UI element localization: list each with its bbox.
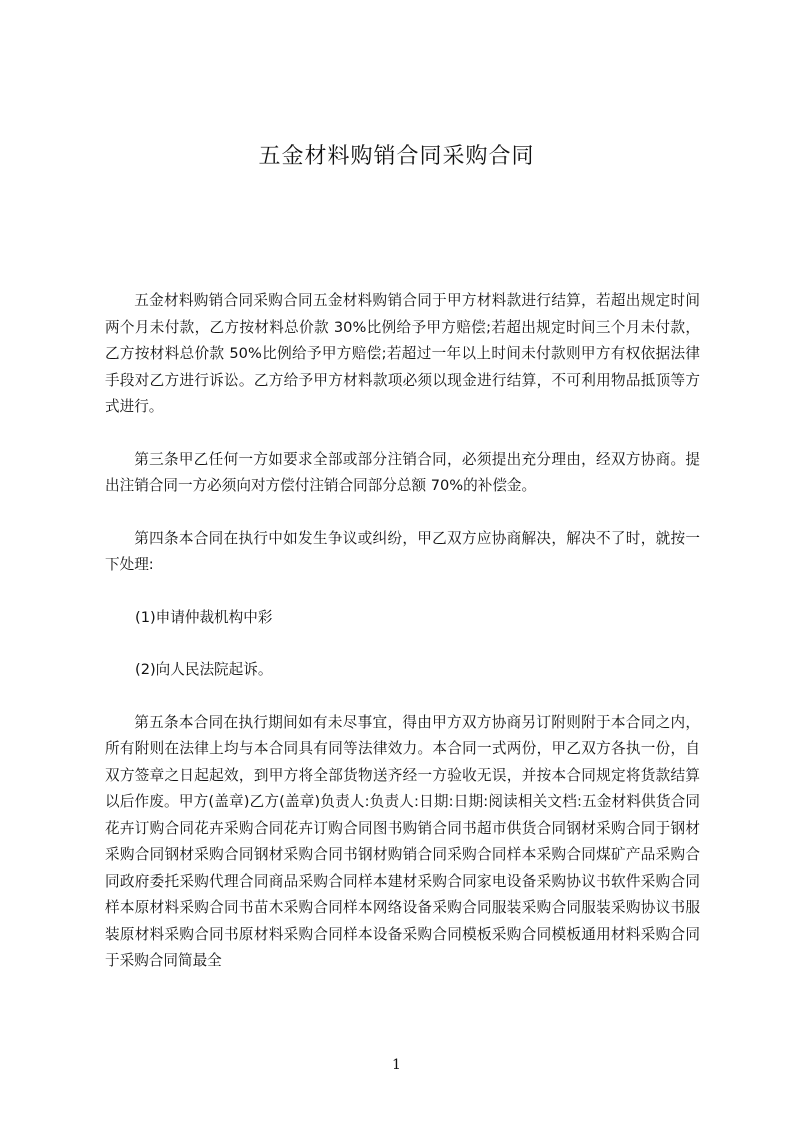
paragraph-article-four: 第四条本合同在执行中如发生争议或纠纷，甲乙双方应协商解决，解决不了时，就按一下处理: bbox=[105, 529, 700, 573]
list-item-lawsuit: (2)向人民法院起诉。 bbox=[135, 661, 273, 678]
paragraph-article-three: 第三条甲乙任何一方如要求全部或部分注销合同，必须提出充分理由，经双方协商。提出注销合同一方必须向对方偿付注销合同部分总额 70%的补偿金。 bbox=[105, 450, 700, 494]
list-item-arbitration: (1)申请仲裁机构中彩 bbox=[135, 608, 273, 626]
document-body bbox=[105, 288, 700, 975]
paragraph-payment-terms: 五金材料购销合同采购合同五金材料购销合同于甲方材料款进行结算，若超出规定时间两个月未付款，乙方按材料总价款 30%比例给予甲方赔偿;若超出规定时间三个月未付款，乙方按材料总价款 50%比例给予甲方赔偿;若超过一年以上时间未付款则甲方有权依据法律手段对乙方进行诉讼。乙方给予甲方材料款项必须以现金进行结算，不可利用物品抵顶等方式进行。 bbox=[105, 292, 700, 415]
paragraph-article-five: 第五条本合同在执行期间如有未尽事宜，得由甲方双方协商另订附则附于本合同之内，所有附则在法律上均与本合同具有同等法律效力。本合同一式两份，甲乙双方各执一份，自双方签章之日起起效，到甲方将全部货物送齐经一方验收无误，并按本合同规定将货款结算以后作废。甲方(盖章)乙方(盖章)负责人:负责人:日期:日期:阅读相关文档:五金材料供货合同花卉订购合同花卉采购合同花卉订购合同图书购销合同书超市供货合同钢材采购合同于钢材采购合同钢材采购合同钢材采购合同书钢材购销合同采购合同样本采购合同煤矿产品采购合同政府委托采购代理合同商品采购合同样本建材采购合同家电设备采购协议书软件采购合同样本原材料采购合同书苗木采购合同样本网络设备采购合同服装采购合同服装采购协议书服装原材料采购合同书原材料采购合同样本设备采购合同模板采购合同模板通用材料采购合同于采购合同简最全 bbox=[105, 713, 700, 969]
page-number: 1 bbox=[392, 1057, 401, 1073]
document-title: 五金材料购销合同采购合同 bbox=[258, 144, 535, 169]
